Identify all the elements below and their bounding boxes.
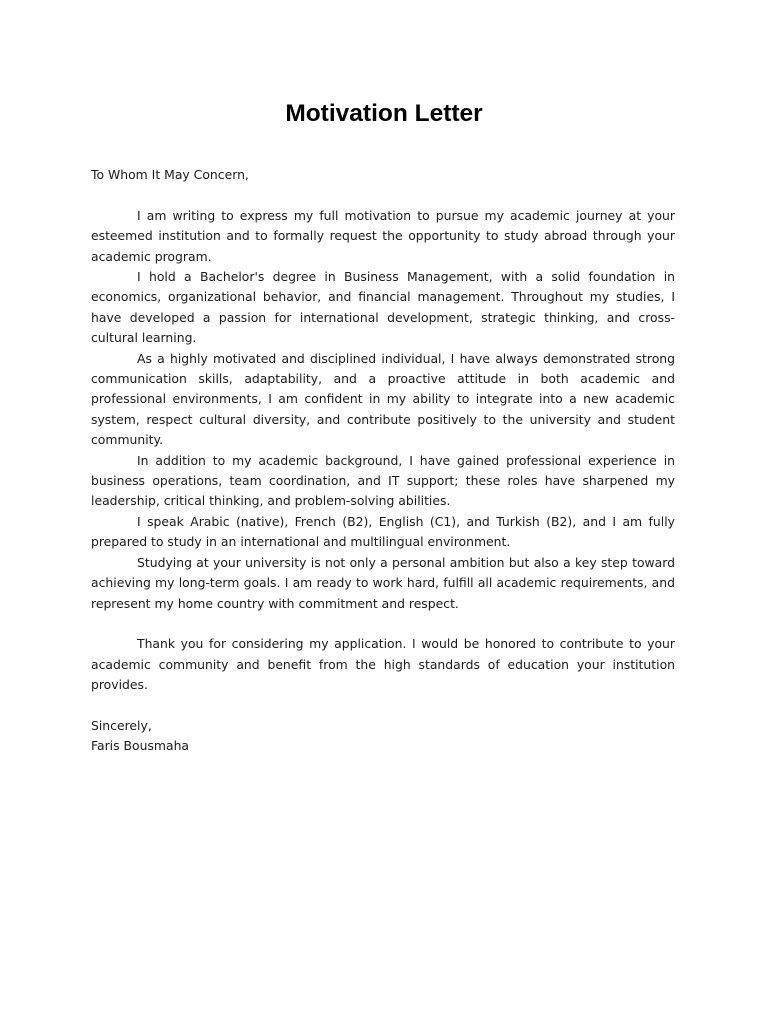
blank-line [91,696,675,716]
paragraph-languages: I speak Arabic (native), French (B2), English (C1), and Turkish (B2), and I am fully prepared to study in an international and multilingual environment. [91,513,675,550]
paragraph-experience: In addition to my academic background, I have gained professional experience in business operations, team coordination, and IT support; these roles have sharpened my leadership, critical thinking, and problem-solving abilities. [91,452,675,509]
closing: Sincerely, [91,717,152,733]
paragraph-goals: Studying at your university is not only a personal ambition but also a key step toward achieving my long-term goals. I am ready to work hard, fulfill all academic requirements, and represent my home country with commitment and respect. [91,554,675,611]
paragraph-education: I hold a Bachelor's degree in Business Management, with a solid foundation in economics, organizational behavior, and financial management. Throughout my studies, I have developed a passion for international development, strategic thinking, and cross-cultural learning. [91,269,675,346]
paragraph-thanks: Thank you for considering my application. I would be honored to contribute to your academic community and benefit from the high standards of education your institution provides. [91,636,675,693]
blank-line [91,614,675,634]
paragraph-skills: As a highly motivated and disciplined individual, I have always demonstrated strong communication skills, adaptability, and a proactive attitude in both academic and professional environments, I am confident in my ability to integrate into a new academic system, respect cultural diversity, and contribute positively to the university and student community. [91,350,675,448]
salutation: To Whom It May Concern, [91,167,249,182]
signature: Faris Bousmaha [91,738,190,754]
blank-line [91,185,675,205]
letter-body [91,165,675,757]
letter-title: Motivation Letter [285,100,483,127]
paragraph-motivation: I am writing to express my full motivation to pursue my academic journey at your esteemed institution and to formally request the opportunity to study abroad through your academic program. [91,207,675,264]
